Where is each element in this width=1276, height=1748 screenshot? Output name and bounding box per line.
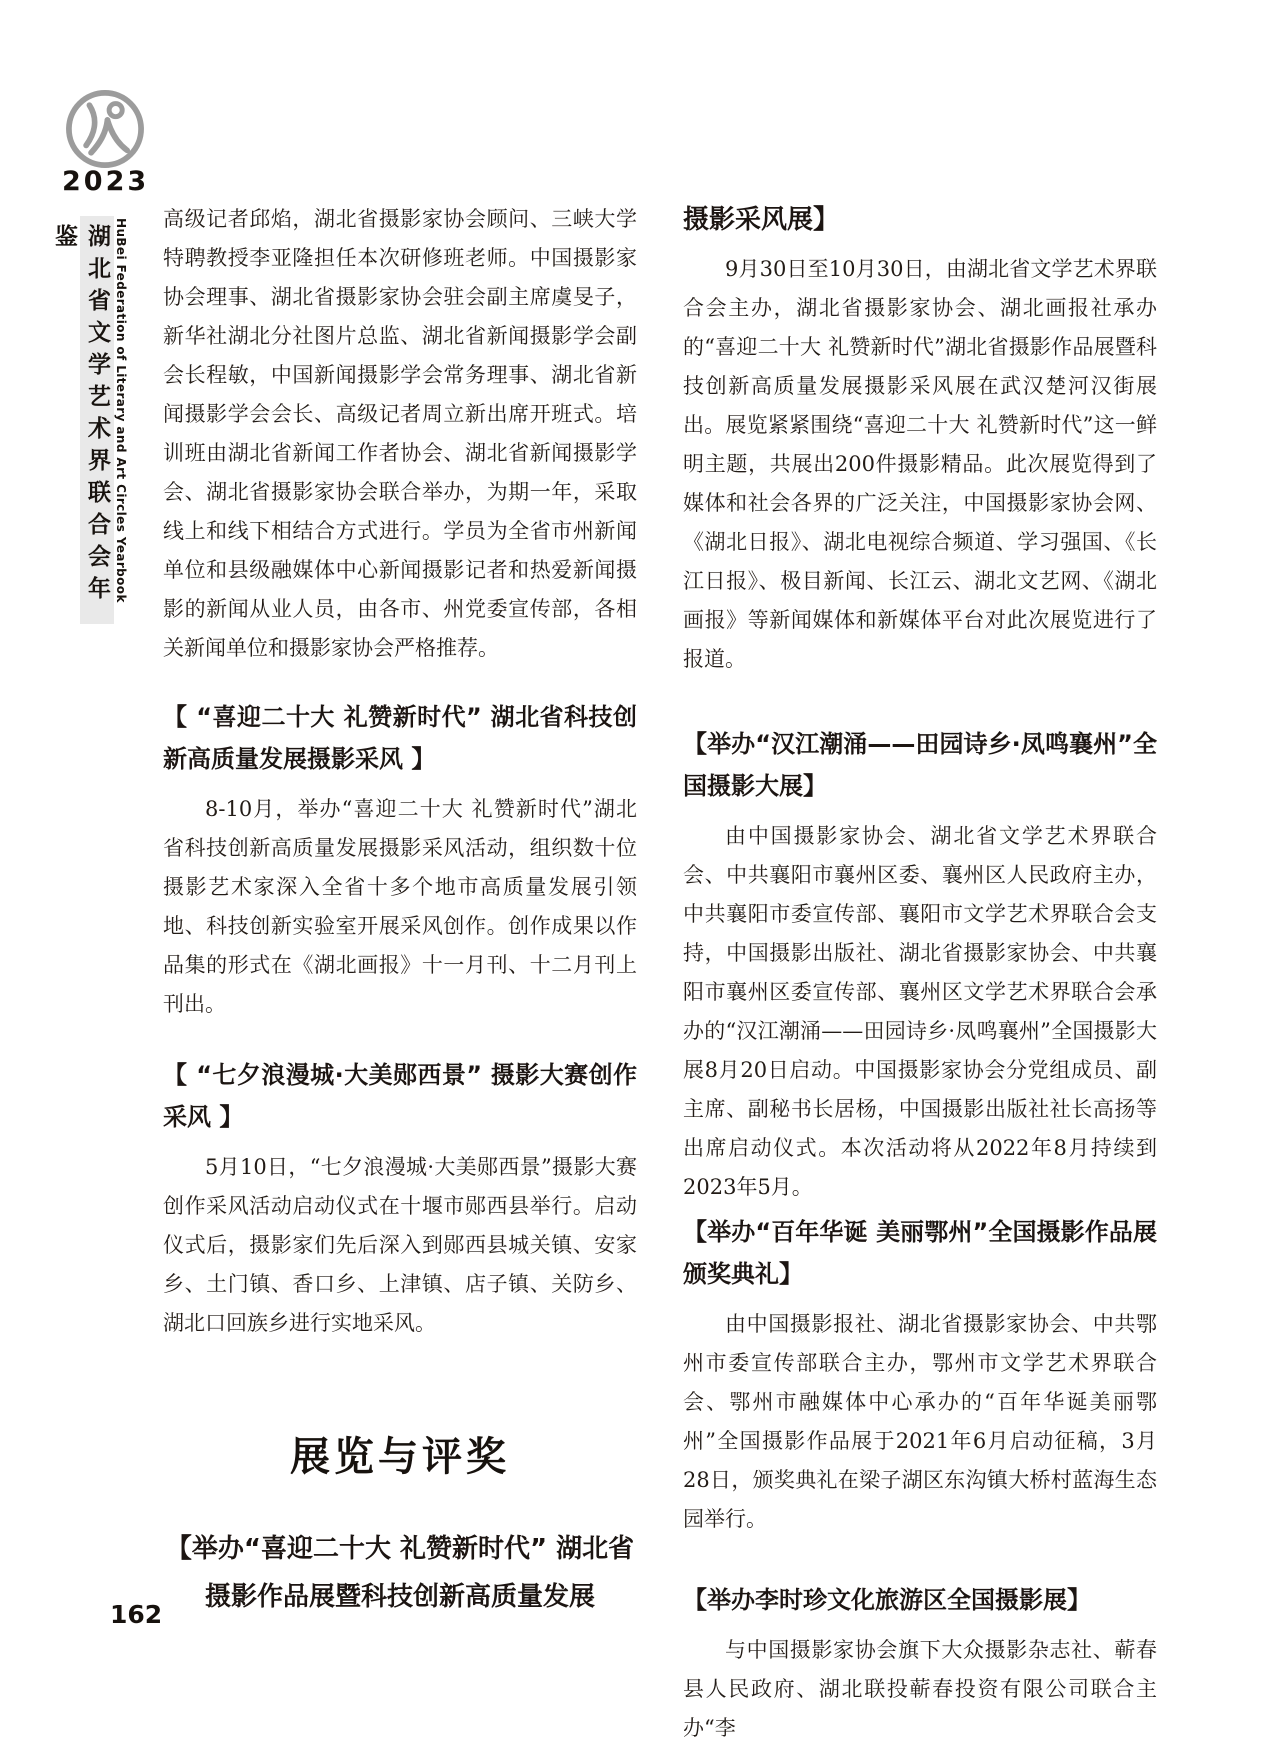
flac-logo-icon [64, 88, 146, 170]
entry-heading-bainian: 【举办“百年华诞 美丽鄂州”全国摄影作品展颁奖典礼】 [683, 1218, 1157, 1288]
right-column [683, 200, 1157, 1748]
entry-heading-caifeng: 【 “喜迎二十大 礼赞新时代” 湖北省科技创新高质量发展摄影采风 】 [163, 703, 637, 773]
paragraph-hanjiang: 由中国摄影家协会、湖北省文学艺术界联合会、中共襄阳市襄州区委、襄州区人民政府主办，中共襄阳市委宣传部、襄阳市文学艺术界联合会支持，中国摄影出版社、湖北省摄影家协会、中共襄阳市襄州区委宣传部、襄州区文学艺术界联合会承办的“汉江潮涌——田园诗乡·凤鸣襄州”全国摄影大展8月20日启动。中国摄影家协会分党组成员、副主席、副秘书长居杨，中国摄影出版社社长高扬等出席启动仪式。本次活动将从2022年8月持续到2023年5月。 [683, 824, 1157, 1199]
entry-heading-exhibit-start: 【举办“喜迎二十大 礼赞新时代” 湖北省摄影作品展暨科技创新高质量发展 [165, 1534, 635, 1612]
paragraph-training-class: 高级记者邱焰，湖北省摄影家协会顾问、三峡大学特聘教授李亚隆担任本次研修班老师。中国摄影家协会理事、湖北省摄影家协会驻会副主席虞旻子，新华社湖北分社图片总监、湖北省新闻摄影学会副会长程敏，中国新闻摄影学会常务理事、湖北省新闻摄影学会会长、高级记者周立新出席开班式。培训班由湖北省新闻工作者协会、湖北省新闻摄影学会、湖北省摄影家协会联合举办，为期一年，采取线上和线下相结合方式进行。学员为全省市州新闻单位和县级融媒体中心新闻摄影记者和热爱新闻摄影的新闻从业人员，由各市、州党委宣传部，各相关新闻单位和摄影家协会严格推荐。 [163, 207, 637, 660]
section-title: 展览与评奖 [290, 1434, 510, 1480]
sidebar-title-en: HuBei Federation of Literary and Art Circles Yearbook [114, 218, 128, 603]
entry-heading-hanjiang: 【举办“汉江潮涌——田园诗乡·凤鸣襄州”全国摄影大展】 [683, 730, 1157, 800]
entry-heading-qixi: 【 “七夕浪漫城·大美郧西景” 摄影大赛创作采风 】 [163, 1061, 637, 1131]
paragraph-exhibit: 9月30日至10月30日，由湖北省文学艺术界联合会主办，湖北省摄影家协会、湖北画报社承办的“喜迎二十大 礼赞新时代”湖北省摄影作品展暨科技创新高质量发展摄影采风展在武汉楚河汉街展出。展览紧紧围绕“喜迎二十大 礼赞新时代”这一鲜明主题，共展出200件摄影精品。此次展览得到了媒体和社会各界的广泛关注，中国摄影家协会网、《湖北日报》、湖北电视综合频道、学习强国、《长江日报》、极目新闻、长江云、湖北文艺网、《湖北画报》等新闻媒体和新媒体平台对此次展览进行了报道。 [683, 257, 1157, 671]
year-label: 2023 [62, 166, 150, 197]
sidebar-title-cn: 湖北省文学艺术界联合会年鉴 [80, 216, 114, 624]
entry-heading-lishizhen: 【举办李时珍文化旅游区全国摄影展】 [683, 1586, 1091, 1614]
page-number: 162 [110, 1600, 163, 1629]
left-column [163, 200, 637, 1621]
paragraph-qixi: 5月10日，“七夕浪漫城·大美郧西景”摄影大赛创作采风活动启动仪式在十堰市郧西县举行。启动仪式后，摄影家们先后深入到郧西县城关镇、安家乡、土门镇、香口乡、上津镇、店子镇、关防乡、湖北口回族乡进行实地采风。 [163, 1155, 637, 1335]
paragraph-bainian: 由中国摄影报社、湖北省摄影家协会、中共鄂州市委宣传部联合主办，鄂州市文学艺术界联合会、鄂州市融媒体中心承办的“百年华诞美丽鄂州”全国摄影作品展于2021年6月启动征稿，3月28日，颁奖典礼在梁子湖区东沟镇大桥村蓝海生态园举行。 [683, 1312, 1157, 1531]
entry-heading-exhibit-end: 摄影采风展】 [683, 205, 840, 235]
paragraph-lishizhen: 与中国摄影家协会旗下大众摄影杂志社、蕲春县人民政府、湖北联投蕲春投资有限公司联合主办“李 [683, 1638, 1157, 1740]
paragraph-caifeng: 8-10月，举办“喜迎二十大 礼赞新时代”湖北省科技创新高质量发展摄影采风活动，组织数十位摄影艺术家深入全省十多个地市高质量发展引领地、科技创新实验室开展采风创作。创作成果以作品集的形式在《湖北画报》十一月刊、十二月刊上刊出。 [163, 797, 637, 1016]
